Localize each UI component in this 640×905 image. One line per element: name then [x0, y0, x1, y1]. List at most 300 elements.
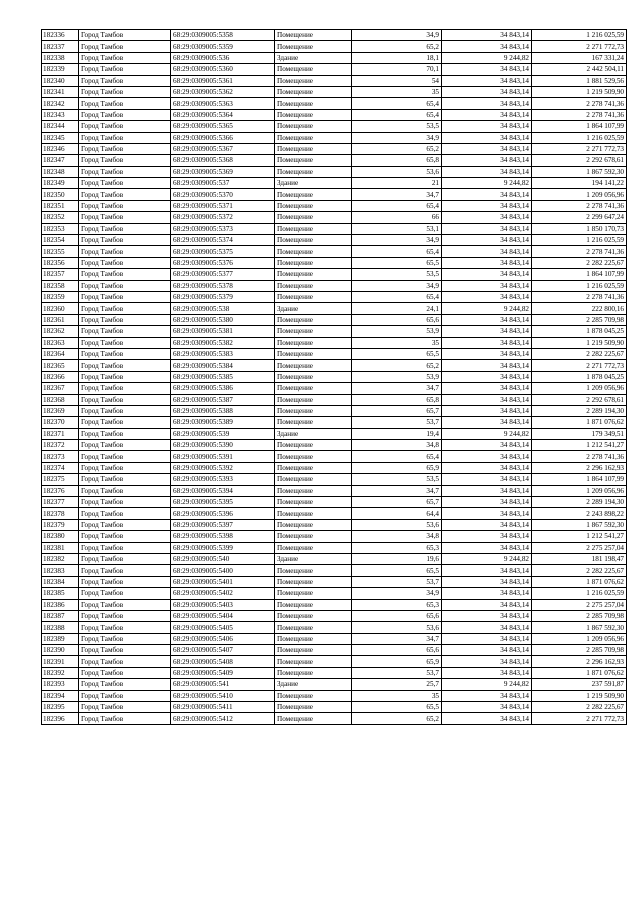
record-id-cell: 182371: [42, 428, 79, 439]
cadastral-value-cell: 2 289 194,30: [532, 405, 627, 416]
object-type-cell: Здание: [275, 679, 352, 690]
cadastral-value-cell: 179 349,51: [532, 428, 627, 439]
cadastral-value-cell: 2 285 709,98: [532, 645, 627, 656]
cadastral-value-cell: 1 864 107,99: [532, 121, 627, 132]
area-cell: 65,7: [352, 405, 442, 416]
area-cell: 65,4: [352, 291, 442, 302]
cadastral-number-cell: 68:29:0309005:5360: [171, 64, 275, 75]
record-id-cell: 182385: [42, 588, 79, 599]
cadastral-value-cell: 2 243 898,22: [532, 508, 627, 519]
record-id-cell: 182344: [42, 121, 79, 132]
cadastral-value-cell: 2 278 741,36: [532, 451, 627, 462]
cadastral-value-cell: 181 198,47: [532, 553, 627, 564]
table-row: [42, 576, 627, 587]
area-cell: 65,8: [352, 394, 442, 405]
object-type-cell: Помещение: [275, 269, 352, 280]
area-cell: 65,4: [352, 246, 442, 257]
cadastral-number-cell: 68:29:0309005:5394: [171, 485, 275, 496]
unit-value-cell: 34 843,14: [442, 314, 532, 325]
record-id-cell: 182340: [42, 75, 79, 86]
unit-value-cell: 34 843,14: [442, 599, 532, 610]
table-row: [42, 702, 627, 713]
area-cell: 65,2: [352, 41, 442, 52]
object-type-cell: Помещение: [275, 360, 352, 371]
record-id-cell: 182350: [42, 189, 79, 200]
city-cell: Город Тамбов: [79, 610, 171, 621]
record-id-cell: 182360: [42, 303, 79, 314]
table-row: [42, 633, 627, 644]
record-id-cell: 182381: [42, 542, 79, 553]
table-row: [42, 269, 627, 280]
cadastral-value-cell: 2 299 647,24: [532, 212, 627, 223]
cadastral-value-cell: 1 867 592,30: [532, 166, 627, 177]
record-id-cell: 182390: [42, 645, 79, 656]
table-row: [42, 360, 627, 371]
record-id-cell: 182374: [42, 462, 79, 473]
unit-value-cell: 34 843,14: [442, 132, 532, 143]
city-cell: Город Тамбов: [79, 348, 171, 359]
unit-value-cell: 34 843,14: [442, 702, 532, 713]
table-row: [42, 542, 627, 553]
unit-value-cell: 34 843,14: [442, 189, 532, 200]
unit-value-cell: 34 843,14: [442, 474, 532, 485]
table-row: [42, 189, 627, 200]
unit-value-cell: 34 843,14: [442, 269, 532, 280]
unit-value-cell: 34 843,14: [442, 257, 532, 268]
city-cell: Город Тамбов: [79, 576, 171, 587]
cadastral-number-cell: 68:29:0309005:5403: [171, 599, 275, 610]
city-cell: Город Тамбов: [79, 394, 171, 405]
area-cell: 65,2: [352, 713, 442, 724]
object-type-cell: Помещение: [275, 713, 352, 724]
area-cell: 34,8: [352, 440, 442, 451]
record-id-cell: 182378: [42, 508, 79, 519]
table-row: [42, 200, 627, 211]
cadastral-value-cell: 1 219 509,90: [532, 337, 627, 348]
object-type-cell: Помещение: [275, 314, 352, 325]
city-cell: Город Тамбов: [79, 326, 171, 337]
city-cell: Город Тамбов: [79, 155, 171, 166]
record-id-cell: 182353: [42, 223, 79, 234]
record-id-cell: 182383: [42, 565, 79, 576]
cadastral-number-cell: 68:29:0309005:5400: [171, 565, 275, 576]
table-row: [42, 667, 627, 678]
unit-value-cell: 34 843,14: [442, 508, 532, 519]
unit-value-cell: 34 843,14: [442, 212, 532, 223]
city-cell: Город Тамбов: [79, 542, 171, 553]
area-cell: 34,9: [352, 30, 442, 41]
cadastral-value-cell: 2 271 772,73: [532, 143, 627, 154]
object-type-cell: Помещение: [275, 508, 352, 519]
table-row: [42, 303, 627, 314]
object-type-cell: Здание: [275, 553, 352, 564]
table-row: [42, 531, 627, 542]
unit-value-cell: 34 843,14: [442, 576, 532, 587]
unit-value-cell: 34 843,14: [442, 633, 532, 644]
city-cell: Город Тамбов: [79, 280, 171, 291]
city-cell: Город Тамбов: [79, 656, 171, 667]
city-cell: Город Тамбов: [79, 166, 171, 177]
object-type-cell: Помещение: [275, 440, 352, 451]
cadastral-value-cell: 2 296 162,93: [532, 462, 627, 473]
cadastral-value-cell: 2 275 257,04: [532, 542, 627, 553]
cadastral-value-cell: 1 871 076,62: [532, 417, 627, 428]
table-row: [42, 212, 627, 223]
cadastral-value-cell: 1 216 025,59: [532, 132, 627, 143]
cadastral-value-cell: 1 871 076,62: [532, 667, 627, 678]
area-cell: 65,6: [352, 610, 442, 621]
area-cell: 53,6: [352, 166, 442, 177]
record-id-cell: 182396: [42, 713, 79, 724]
cadastral-value-cell: 1 219 509,90: [532, 690, 627, 701]
table-row: [42, 280, 627, 291]
city-cell: Город Тамбов: [79, 371, 171, 382]
record-id-cell: 182345: [42, 132, 79, 143]
record-id-cell: 182352: [42, 212, 79, 223]
cadastral-value-cell: 1 850 170,73: [532, 223, 627, 234]
table-row: [42, 519, 627, 530]
record-id-cell: 182355: [42, 246, 79, 257]
area-cell: 34,7: [352, 485, 442, 496]
object-type-cell: Помещение: [275, 235, 352, 246]
unit-value-cell: 9 244,82: [442, 303, 532, 314]
unit-value-cell: 34 843,14: [442, 497, 532, 508]
cadastral-number-cell: 68:29:0309005:5411: [171, 702, 275, 713]
area-cell: 65,5: [352, 348, 442, 359]
unit-value-cell: 34 843,14: [442, 109, 532, 120]
area-cell: 65,4: [352, 200, 442, 211]
cadastral-value-cell: 2 285 709,98: [532, 314, 627, 325]
city-cell: Город Тамбов: [79, 633, 171, 644]
record-id-cell: 182386: [42, 599, 79, 610]
cadastral-value-cell: 1 878 045,25: [532, 326, 627, 337]
record-id-cell: 182366: [42, 371, 79, 382]
city-cell: Город Тамбов: [79, 690, 171, 701]
unit-value-cell: 34 843,14: [442, 440, 532, 451]
cadastral-number-cell: 68:29:0309005:536: [171, 52, 275, 63]
table-row: [42, 497, 627, 508]
city-cell: Город Тамбов: [79, 667, 171, 678]
cadastral-number-cell: 68:29:0309005:5370: [171, 189, 275, 200]
cadastral-number-cell: 68:29:0309005:5410: [171, 690, 275, 701]
object-type-cell: Помещение: [275, 189, 352, 200]
city-cell: Город Тамбов: [79, 531, 171, 542]
cadastral-value-cell: 2 278 741,36: [532, 200, 627, 211]
cadastral-number-cell: 68:29:0309005:5401: [171, 576, 275, 587]
unit-value-cell: 34 843,14: [442, 519, 532, 530]
table-row: [42, 599, 627, 610]
object-type-cell: Помещение: [275, 86, 352, 97]
unit-value-cell: 34 843,14: [442, 280, 532, 291]
cadastral-number-cell: 68:29:0309005:5377: [171, 269, 275, 280]
unit-value-cell: 34 843,14: [442, 383, 532, 394]
area-cell: 70,1: [352, 64, 442, 75]
cadastral-value-cell: 2 442 504,11: [532, 64, 627, 75]
city-cell: Город Тамбов: [79, 257, 171, 268]
cadastral-number-cell: 68:29:0309005:5398: [171, 531, 275, 542]
cadastral-number-cell: 68:29:0309005:5387: [171, 394, 275, 405]
cadastral-number-cell: 68:29:0309005:5381: [171, 326, 275, 337]
object-type-cell: Помещение: [275, 633, 352, 644]
city-cell: Город Тамбов: [79, 337, 171, 348]
cadastral-number-cell: 68:29:0309005:5405: [171, 622, 275, 633]
cadastral-number-cell: 68:29:0309005:5376: [171, 257, 275, 268]
area-cell: 65,9: [352, 656, 442, 667]
record-id-cell: 182380: [42, 531, 79, 542]
record-id-cell: 182394: [42, 690, 79, 701]
cadastral-value-cell: 2 289 194,30: [532, 497, 627, 508]
area-cell: 53,5: [352, 474, 442, 485]
object-type-cell: Помещение: [275, 474, 352, 485]
object-type-cell: Помещение: [275, 702, 352, 713]
object-type-cell: Помещение: [275, 622, 352, 633]
cadastral-value-cell: 2 282 225,67: [532, 702, 627, 713]
unit-value-cell: 34 843,14: [442, 417, 532, 428]
cadastral-value-cell: 2 278 741,36: [532, 246, 627, 257]
object-type-cell: Помещение: [275, 542, 352, 553]
city-cell: Город Тамбов: [79, 269, 171, 280]
cadastral-number-cell: 68:29:0309005:5368: [171, 155, 275, 166]
area-cell: 65,3: [352, 542, 442, 553]
area-cell: 65,5: [352, 565, 442, 576]
city-cell: Город Тамбов: [79, 383, 171, 394]
unit-value-cell: 34 843,14: [442, 326, 532, 337]
area-cell: 53,5: [352, 269, 442, 280]
table-row: [42, 462, 627, 473]
cadastral-value-cell: 1 212 541,27: [532, 531, 627, 542]
object-type-cell: Помещение: [275, 599, 352, 610]
cadastral-value-cell: 1 209 056,96: [532, 189, 627, 200]
city-cell: Город Тамбов: [79, 291, 171, 302]
table-row: [42, 121, 627, 132]
cadastral-number-cell: 68:29:0309005:5371: [171, 200, 275, 211]
city-cell: Город Тамбов: [79, 622, 171, 633]
unit-value-cell: 34 843,14: [442, 485, 532, 496]
area-cell: 65,8: [352, 155, 442, 166]
unit-value-cell: 34 843,14: [442, 394, 532, 405]
object-type-cell: Помещение: [275, 383, 352, 394]
cadastral-number-cell: 68:29:0309005:5395: [171, 497, 275, 508]
record-id-cell: 182373: [42, 451, 79, 462]
area-cell: 65,2: [352, 143, 442, 154]
object-type-cell: Здание: [275, 178, 352, 189]
city-cell: Город Тамбов: [79, 132, 171, 143]
cadastral-value-cell: 2 282 225,67: [532, 565, 627, 576]
cadastral-number-cell: 68:29:0309005:5373: [171, 223, 275, 234]
table-row: [42, 75, 627, 86]
record-id-cell: 182358: [42, 280, 79, 291]
object-type-cell: Помещение: [275, 64, 352, 75]
unit-value-cell: 34 843,14: [442, 451, 532, 462]
cadastral-value-cell: 1 881 529,56: [532, 75, 627, 86]
record-id-cell: 182337: [42, 41, 79, 52]
area-cell: 19,4: [352, 428, 442, 439]
cadastral-value-cell: 2 285 709,98: [532, 610, 627, 621]
object-type-cell: Помещение: [275, 610, 352, 621]
area-cell: 65,4: [352, 451, 442, 462]
cadastral-value-cell: 1 871 076,62: [532, 576, 627, 587]
cadastral-value-cell: 1 209 056,96: [532, 633, 627, 644]
area-cell: 66: [352, 212, 442, 223]
area-cell: 53,1: [352, 223, 442, 234]
cadastral-number-cell: 68:29:0309005:5375: [171, 246, 275, 257]
unit-value-cell: 9 244,82: [442, 52, 532, 63]
unit-value-cell: 34 843,14: [442, 200, 532, 211]
record-id-cell: 182356: [42, 257, 79, 268]
record-id-cell: 182348: [42, 166, 79, 177]
object-type-cell: Помещение: [275, 75, 352, 86]
area-cell: 53,6: [352, 622, 442, 633]
record-id-cell: 182377: [42, 497, 79, 508]
record-id-cell: 182388: [42, 622, 79, 633]
city-cell: Город Тамбов: [79, 75, 171, 86]
record-id-cell: 182391: [42, 656, 79, 667]
table-row: [42, 451, 627, 462]
object-type-cell: Помещение: [275, 109, 352, 120]
cadastral-value-cell: 1 216 025,59: [532, 588, 627, 599]
unit-value-cell: 34 843,14: [442, 622, 532, 633]
city-cell: Город Тамбов: [79, 588, 171, 599]
cadastral-number-cell: 68:29:0309005:5383: [171, 348, 275, 359]
cadastral-value-cell: 2 296 162,93: [532, 656, 627, 667]
city-cell: Город Тамбов: [79, 451, 171, 462]
cadastral-number-cell: 68:29:0309005:5362: [171, 86, 275, 97]
table-row: [42, 314, 627, 325]
record-id-cell: 182379: [42, 519, 79, 530]
table-row: [42, 235, 627, 246]
object-type-cell: Помещение: [275, 121, 352, 132]
unit-value-cell: 9 244,82: [442, 178, 532, 189]
table-row: [42, 30, 627, 41]
record-id-cell: 182343: [42, 109, 79, 120]
table-row: [42, 405, 627, 416]
table-row: [42, 417, 627, 428]
table-row: [42, 690, 627, 701]
object-type-cell: Помещение: [275, 41, 352, 52]
cadastral-number-cell: 68:29:0309005:5364: [171, 109, 275, 120]
area-cell: 64,4: [352, 508, 442, 519]
unit-value-cell: 34 843,14: [442, 337, 532, 348]
city-cell: Город Тамбов: [79, 212, 171, 223]
object-type-cell: Помещение: [275, 166, 352, 177]
record-id-cell: 182338: [42, 52, 79, 63]
record-id-cell: 182362: [42, 326, 79, 337]
cadastral-value-cell: 2 271 772,73: [532, 360, 627, 371]
cadastral-number-cell: 68:29:0309005:538: [171, 303, 275, 314]
city-cell: Город Тамбов: [79, 428, 171, 439]
city-cell: Город Тамбов: [79, 64, 171, 75]
city-cell: Город Тамбов: [79, 121, 171, 132]
cadastral-value-cell: 1 212 541,27: [532, 440, 627, 451]
city-cell: Город Тамбов: [79, 645, 171, 656]
table-row: [42, 98, 627, 109]
city-cell: Город Тамбов: [79, 497, 171, 508]
city-cell: Город Тамбов: [79, 246, 171, 257]
object-type-cell: Помещение: [275, 519, 352, 530]
cadastral-number-cell: 68:29:0309005:5366: [171, 132, 275, 143]
record-id-cell: 182341: [42, 86, 79, 97]
cadastral-value-cell: 2 282 225,67: [532, 348, 627, 359]
cadastral-number-cell: 68:29:0309005:5399: [171, 542, 275, 553]
unit-value-cell: 34 843,14: [442, 155, 532, 166]
table-row: [42, 610, 627, 621]
unit-value-cell: 34 843,14: [442, 531, 532, 542]
cadastral-number-cell: 68:29:0309005:5361: [171, 75, 275, 86]
city-cell: Город Тамбов: [79, 200, 171, 211]
cadastral-value-cell: 2 278 741,36: [532, 109, 627, 120]
area-cell: 34,8: [352, 531, 442, 542]
cadastral-number-cell: 68:29:0309005:5379: [171, 291, 275, 302]
area-cell: 54: [352, 75, 442, 86]
cadastral-value-cell: 1 216 025,59: [532, 235, 627, 246]
city-cell: Город Тамбов: [79, 360, 171, 371]
object-type-cell: Помещение: [275, 656, 352, 667]
object-type-cell: Помещение: [275, 394, 352, 405]
table-row: [42, 178, 627, 189]
object-type-cell: Помещение: [275, 155, 352, 166]
unit-value-cell: 34 843,14: [442, 667, 532, 678]
record-id-cell: 182393: [42, 679, 79, 690]
cadastral-value-cell: 2 271 772,73: [532, 41, 627, 52]
cadastral-number-cell: 68:29:0309005:5382: [171, 337, 275, 348]
city-cell: Город Тамбов: [79, 417, 171, 428]
cadastral-number-cell: 68:29:0309005:5391: [171, 451, 275, 462]
table-row: [42, 565, 627, 576]
cadastral-number-cell: 68:29:0309005:5408: [171, 656, 275, 667]
area-cell: 34,7: [352, 633, 442, 644]
record-id-cell: 182347: [42, 155, 79, 166]
object-type-cell: Помещение: [275, 337, 352, 348]
cadastral-number-cell: 68:29:0309005:537: [171, 178, 275, 189]
cadastral-value-cell: 1 216 025,59: [532, 30, 627, 41]
table-row: [42, 383, 627, 394]
cadastral-number-cell: 68:29:0309005:5372: [171, 212, 275, 223]
table-row: [42, 394, 627, 405]
area-cell: 65,3: [352, 599, 442, 610]
city-cell: Город Тамбов: [79, 713, 171, 724]
record-id-cell: 182387: [42, 610, 79, 621]
record-id-cell: 182368: [42, 394, 79, 405]
area-cell: 35: [352, 86, 442, 97]
area-cell: 53,6: [352, 519, 442, 530]
object-type-cell: Помещение: [275, 348, 352, 359]
record-id-cell: 182395: [42, 702, 79, 713]
city-cell: Город Тамбов: [79, 86, 171, 97]
area-cell: 34,9: [352, 235, 442, 246]
cadastral-number-cell: 68:29:0309005:5396: [171, 508, 275, 519]
table-row: [42, 713, 627, 724]
table-row: [42, 485, 627, 496]
table-row: [42, 428, 627, 439]
table-row: [42, 291, 627, 302]
area-cell: 19,6: [352, 553, 442, 564]
object-type-cell: Помещение: [275, 417, 352, 428]
cadastral-number-cell: 68:29:0309005:5367: [171, 143, 275, 154]
unit-value-cell: 34 843,14: [442, 235, 532, 246]
table-row: [42, 337, 627, 348]
area-cell: 65,4: [352, 109, 442, 120]
cadastral-number-cell: 68:29:0309005:541: [171, 679, 275, 690]
object-type-cell: Помещение: [275, 280, 352, 291]
area-cell: 53,9: [352, 326, 442, 337]
area-cell: 65,5: [352, 702, 442, 713]
cadastral-value-cell: 2 275 257,04: [532, 599, 627, 610]
cadastral-value-cell: 2 278 741,36: [532, 98, 627, 109]
unit-value-cell: 34 843,14: [442, 610, 532, 621]
record-id-cell: 182336: [42, 30, 79, 41]
table-row: [42, 143, 627, 154]
area-cell: 34,7: [352, 383, 442, 394]
